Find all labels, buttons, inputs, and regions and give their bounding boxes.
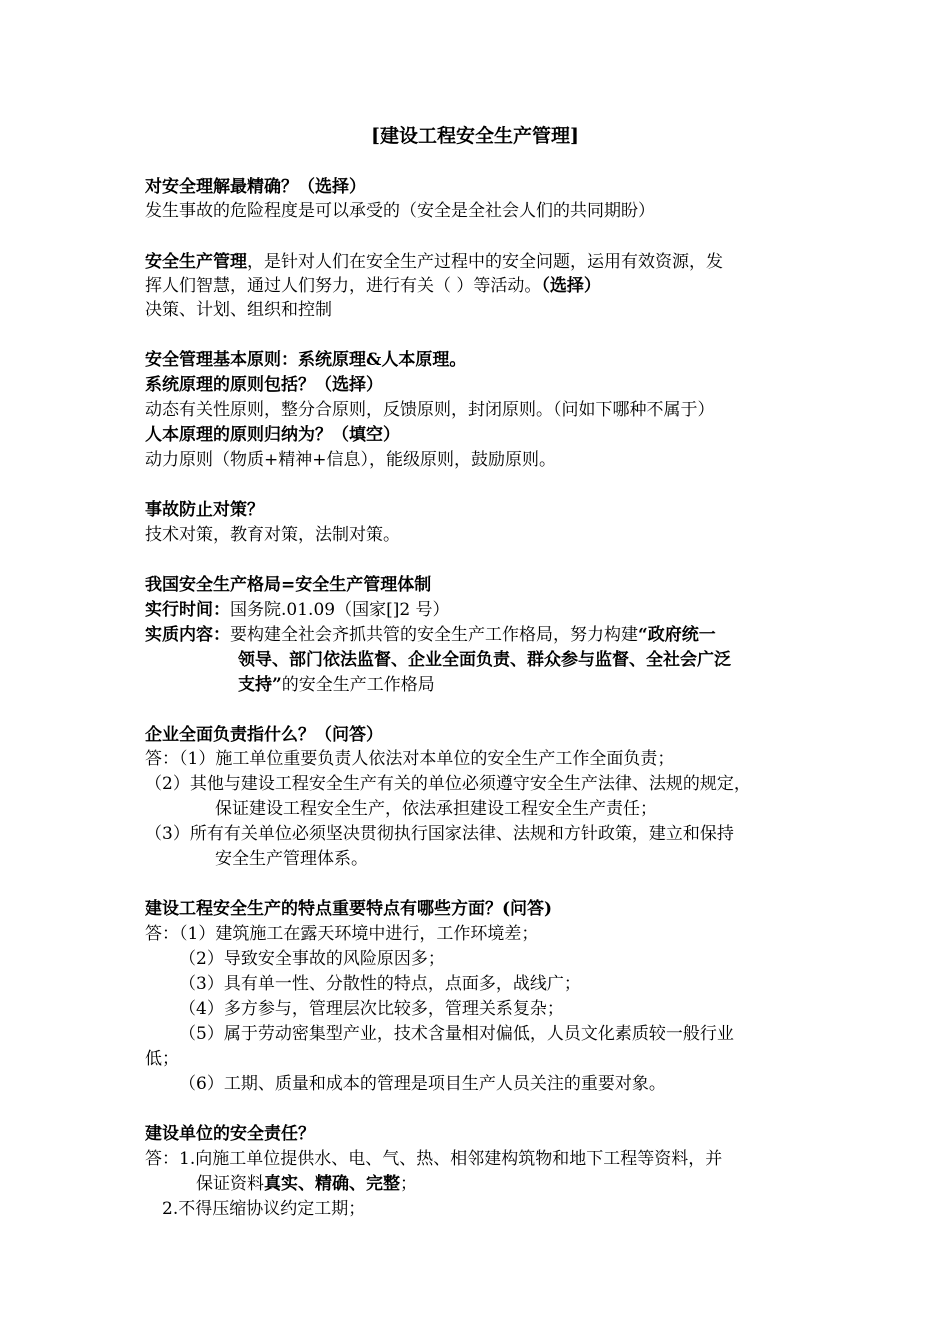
- answer-item-2-cont: 保证建设工程安全生产，依法承担建设工程安全生产责任；: [215, 799, 657, 819]
- feature-item-3: （3）具有单一性、分散性的特点，点面多，战线广；: [179, 974, 581, 994]
- answer-item-2: （2）其他与建设工程安全生产有关的单位必须遵守安全生产法律、法规的规定，: [145, 774, 751, 794]
- answer-human-principles: 动力原则（物质+精神+信息），能级原则，鼓励原则。: [145, 450, 556, 470]
- question-system-principles: 系统原理的原则包括？（选择）: [145, 375, 383, 395]
- responsibility-text: 保证资料: [196, 1174, 264, 1194]
- heading-basic-principles: 安全管理基本原则：系统原理&人本原理。: [145, 350, 467, 370]
- heading-safety-pattern: 我国安全生产格局=安全生产管理体制: [145, 575, 432, 595]
- answer-item-3-cont: 安全生产管理体系。: [215, 849, 368, 869]
- question-safety-understanding: 对安全理解最精确？（选择）: [145, 177, 366, 197]
- question-construction-safety-features: 建设工程安全生产的特点重要特点有哪些方面？(问答): [145, 899, 553, 919]
- essence-text-2: 的安全生产工作格局: [281, 675, 435, 695]
- answer-item-1: 答：（1）施工单位重要负责人依法对本单位的安全生产工作全面负责；: [145, 749, 675, 769]
- responsibility-item-2: 2.不得压缩协议约定工期；: [162, 1199, 366, 1219]
- answer-system-principles: 动态有关性原则，整分合原则，反馈原则，封闭原则。（问如下哪种不属于）: [145, 400, 715, 420]
- term-safety-management: 安全生产管理: [145, 252, 247, 272]
- question-human-principles: 人本原理的原则归纳为？（填空）: [145, 425, 400, 445]
- implementation-time: [145, 598, 450, 622]
- definition-text-2: 挥人们智慧，通过人们努力，进行有关（ ）等活动。: [145, 276, 542, 296]
- feature-item-6: （6）工期、质量和成本的管理是项目生产人员关注的重要对象。: [179, 1074, 666, 1094]
- paragraph-safety-management-line1: [145, 250, 723, 274]
- feature-item-5-cont: 低；: [145, 1049, 179, 1069]
- paragraph-safety-management-line2: [145, 274, 601, 298]
- essence-bold-2: 支持”: [238, 675, 282, 695]
- definition-text-1: ，是针对人们在安全生产过程中的安全问题，运用有效资源，发: [247, 252, 723, 272]
- feature-item-2: （2）导致安全事故的风险原因多；: [179, 949, 445, 969]
- answer-accident-prevention: 技术对策，教育对策，法制对策。: [145, 525, 400, 545]
- essence-content-line1: [145, 623, 716, 647]
- essence-content-line3: [238, 673, 435, 697]
- responsibility-end: ；: [400, 1174, 417, 1194]
- label-essence-content: 实质内容：: [145, 625, 230, 645]
- answer-item-3: （3）所有有关单位必须坚决贯彻执行国家法律、法规和方针政策，建立和保持: [145, 824, 734, 844]
- feature-item-1: 答：（1）建筑施工在露天环境中进行，工作环境差；: [145, 924, 539, 944]
- feature-item-5: （5）属于劳动密集型产业，技术含量相对偏低，人员文化素质较一般行业: [179, 1024, 734, 1044]
- question-enterprise-responsibility: 企业全面负责指什么？（问答）: [145, 725, 383, 745]
- responsibility-item-1: 答：1.向施工单位提供水、电、气、热、相邻建构筑物和地下工程等资料，并: [145, 1149, 723, 1169]
- document-title: [建设工程安全生产管理]: [371, 125, 579, 147]
- label-implementation-time: 实行时间：: [145, 600, 230, 620]
- question-accident-prevention: 事故防止对策？: [145, 500, 264, 520]
- essence-bold-1: “政府统一: [638, 625, 716, 645]
- essence-text-1: 要构建全社会齐抓共管的安全生产工作格局，努力构建: [230, 625, 638, 645]
- answer-safety-understanding: 发生事故的危险程度是可以承受的（安全是全社会人们的共同期盼）: [145, 201, 655, 221]
- responsibility-bold: 真实、精确、完整: [264, 1174, 400, 1194]
- question-owner-responsibility: 建设单位的安全责任？: [145, 1124, 315, 1144]
- feature-item-4: （4）多方参与，管理层次比较多，管理关系复杂；: [179, 999, 564, 1019]
- value-implementation-time: 国务院.01.09（国家[]2 号）: [230, 600, 450, 620]
- question-type-tag: （选择）: [541, 276, 601, 296]
- answer-management-activities: 决策、计划、组织和控制: [145, 300, 332, 320]
- responsibility-item-1-cont: [196, 1172, 417, 1196]
- essence-content-line2: 领导、部门依法监督、企业全面负责、群众参与监督、全社会广泛: [238, 650, 731, 670]
